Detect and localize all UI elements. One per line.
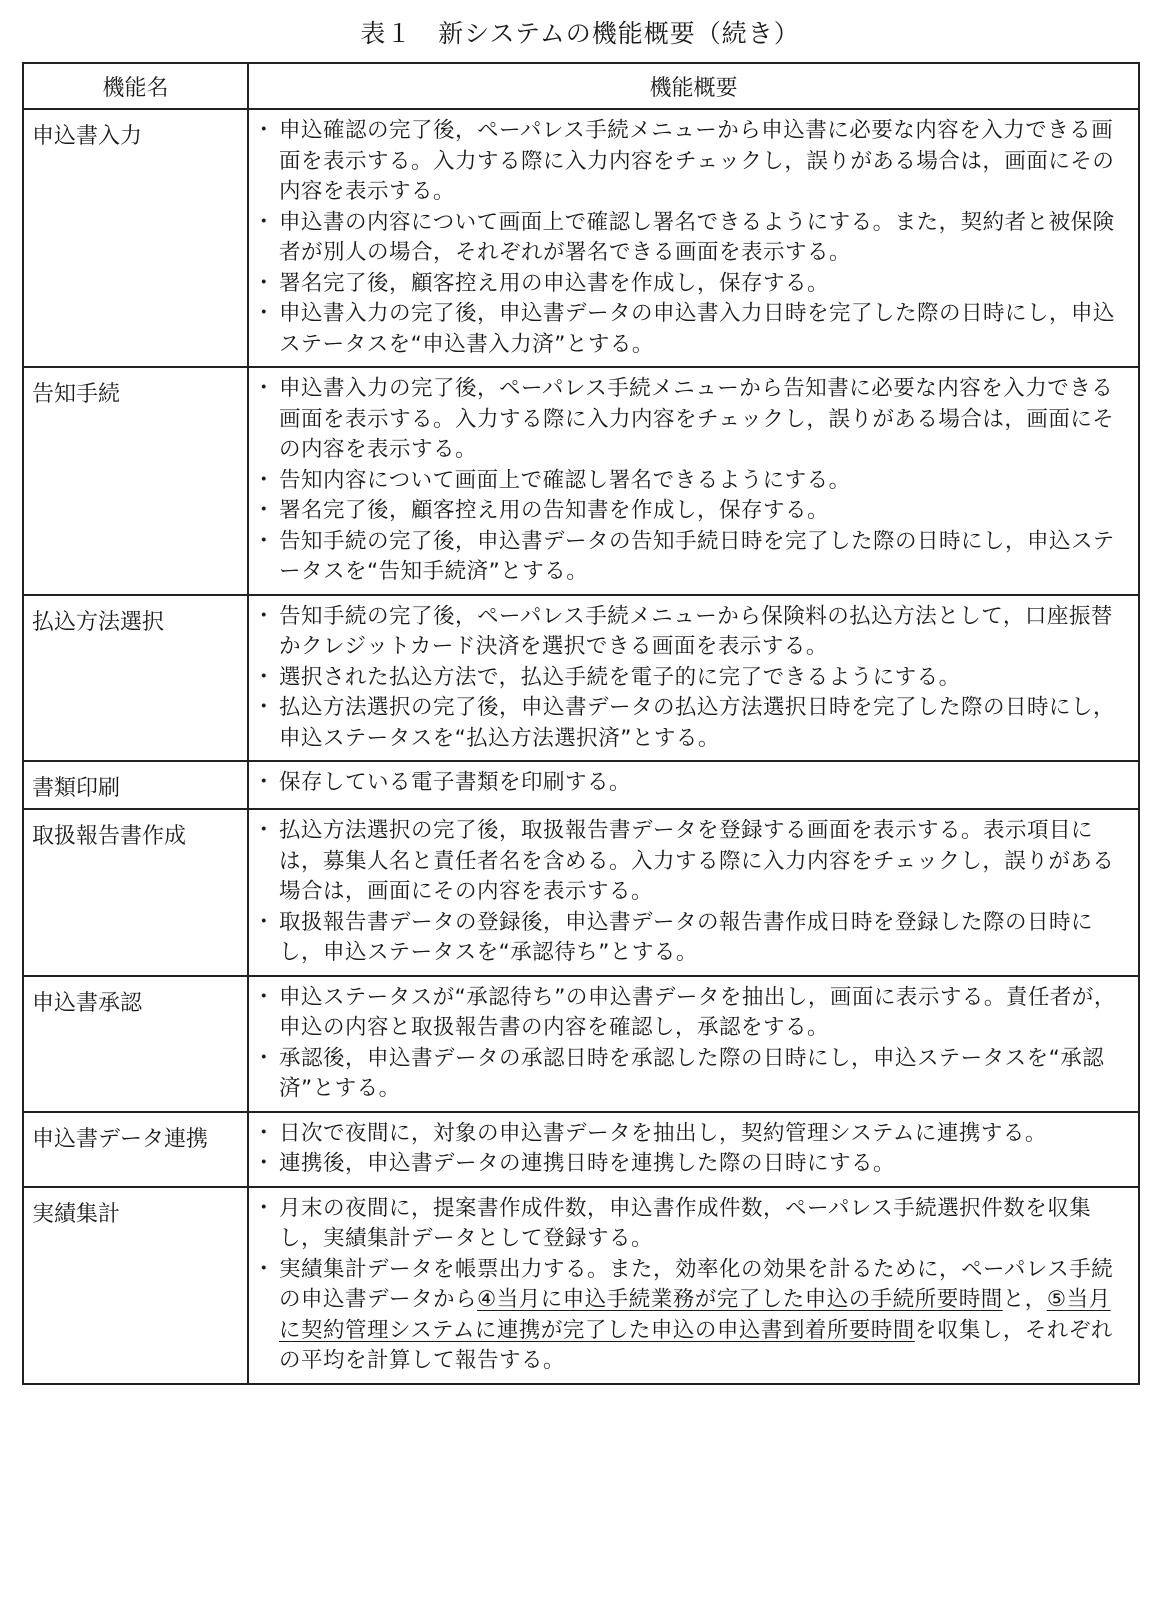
overview-item: ・ 日次で夜間に，対象の申込書データを抽出し，契約管理システムに連携する。: [253, 1119, 1130, 1150]
function-overview-cell: [248, 595, 1139, 762]
overview-text: と，: [1002, 1287, 1047, 1312]
overview-item: ・ 選択された払込方法で，払込手続を電子的に完了できるようにする。: [253, 663, 1130, 694]
table-row: [23, 109, 1139, 367]
table-row: [23, 809, 1139, 976]
function-name-cell: 告知手続: [23, 367, 248, 595]
overview-item: ・ 申込書入力の完了後，ペーパレス手続メニューから告知書に必要な内容を入力できる画面を表示する。入力する際に入力内容をチェックし，誤りがある場合は，画面にその内容を表示する。: [253, 374, 1130, 466]
table-title: 表１ 新システムの機能概要（続き）: [360, 19, 800, 48]
function-name-cell: 取扱報告書作成: [23, 809, 248, 976]
function-overview-cell: [248, 809, 1139, 976]
overview-item: ・ 署名完了後，顧客控え用の申込書を作成し，保存する。: [253, 269, 1130, 300]
function-name-cell: 申込書承認: [23, 976, 248, 1112]
table-row: [23, 976, 1139, 1112]
function-name-cell: 申込書入力: [23, 109, 248, 367]
header-function-overview: 機能概要: [248, 63, 1139, 109]
overview-item: ・ 告知手続の完了後，ペーパレス手続メニューから保険料の払込方法として，口座振替かクレジットカード決済を選択できる画面を表示する。: [253, 602, 1130, 663]
overview-item: ・ 申込ステータスが“承認待ち”の申込書データを抽出し，画面に表示する。責任者が，申込の内容と取扱報告書の内容を確認し，承認をする。: [253, 983, 1130, 1044]
table-header-row: [23, 63, 1139, 109]
table-row: [23, 367, 1139, 595]
overview-text: を収集し，それぞれの平均を計算して報告する。: [279, 1317, 1113, 1373]
function-overview-cell: [248, 1187, 1139, 1384]
function-name-cell: 払込方法選択: [23, 595, 248, 762]
overview-item: ・ 告知手続の完了後，申込書データの告知手続日時を完了した際の日時にし，申込ステータスを“告知手続済”とする。: [253, 527, 1130, 588]
function-overview-cell: [248, 367, 1139, 595]
overview-item: ・ 月末の夜間に，提案書作成件数，申込書作成件数，ペーパレス手続選択件数を収集し，実績集計データとして登録する。: [253, 1194, 1130, 1255]
function-name-cell: 書類印刷: [23, 761, 248, 809]
table-row: [23, 761, 1139, 809]
overview-item: ・ 払込方法選択の完了後，申込書データの払込方法選択日時を完了した際の日時にし，申込ステータスを“払込方法選択済”とする。: [253, 693, 1130, 754]
overview-item: ・ 申込確認の完了後，ペーパレス手続メニューから申込書に必要な内容を入力できる画面を表示する。入力する際に入力内容をチェックし，誤りがある場合は，画面にその内容を表示する。: [253, 116, 1130, 208]
overview-item: ・ 連携後，申込書データの連携日時を連携した際の日時にする。: [253, 1149, 1130, 1180]
overview-item: ・ 払込方法選択の完了後，取扱報告書データを登録する画面を表示する。表示項目には，募集人名と責任者名を含める。入力する際に入力内容をチェックし，誤りがある場合は，画面にその内容を表示する。: [253, 816, 1130, 908]
table-row: [23, 1187, 1139, 1384]
function-name-cell: 申込書データ連携: [23, 1112, 248, 1187]
table-row: [23, 1112, 1139, 1187]
function-overview-cell: [248, 109, 1139, 367]
overview-item: ・ 承認後，申込書データの承認日時を承認した際の日時にし，申込ステータスを“承認済”とする。: [253, 1044, 1130, 1105]
function-overview-cell: [248, 761, 1139, 809]
underlined-term-4: ④当月に申込手続業務が完了した申込の手続所要時間: [477, 1287, 1003, 1312]
function-overview-table: [22, 62, 1140, 1385]
underlined-term-5: ⑤当月に契約管理システムに連携が完了した申込の申込書到着所要時間: [279, 1287, 1111, 1343]
overview-item: ・ 申込書入力の完了後，申込書データの申込書入力日時を完了した際の日時にし，申込ステータスを“申込書入力済”とする。: [253, 299, 1130, 360]
function-name-cell: 実績集計: [23, 1187, 248, 1384]
overview-item: ・ 取扱報告書データの登録後，申込書データの報告書作成日時を登録した際の日時にし，申込ステータスを“承認待ち”とする。: [253, 908, 1130, 969]
overview-item: ・ 保存している電子書類を印刷する。: [253, 768, 1130, 799]
overview-item: ・ 署名完了後，顧客控え用の告知書を作成し，保存する。: [253, 496, 1130, 527]
overview-text: 実績集計データを帳票出力する。また，効率化の効果を計るために，ペーパレス手続の申込書データから: [279, 1256, 1114, 1312]
table-row: [23, 595, 1139, 762]
function-overview-cell: [248, 976, 1139, 1112]
header-function-name: 機能名: [23, 63, 248, 109]
function-overview-cell: [248, 1112, 1139, 1187]
overview-item: ・ 告知内容について画面上で確認し署名できるようにする。: [253, 466, 1130, 497]
overview-item: ・ 申込書の内容について画面上で確認し署名できるようにする。また，契約者と被保険者が別人の場合，それぞれが署名できる画面を表示する。: [253, 208, 1130, 269]
overview-item: [253, 1255, 1130, 1377]
